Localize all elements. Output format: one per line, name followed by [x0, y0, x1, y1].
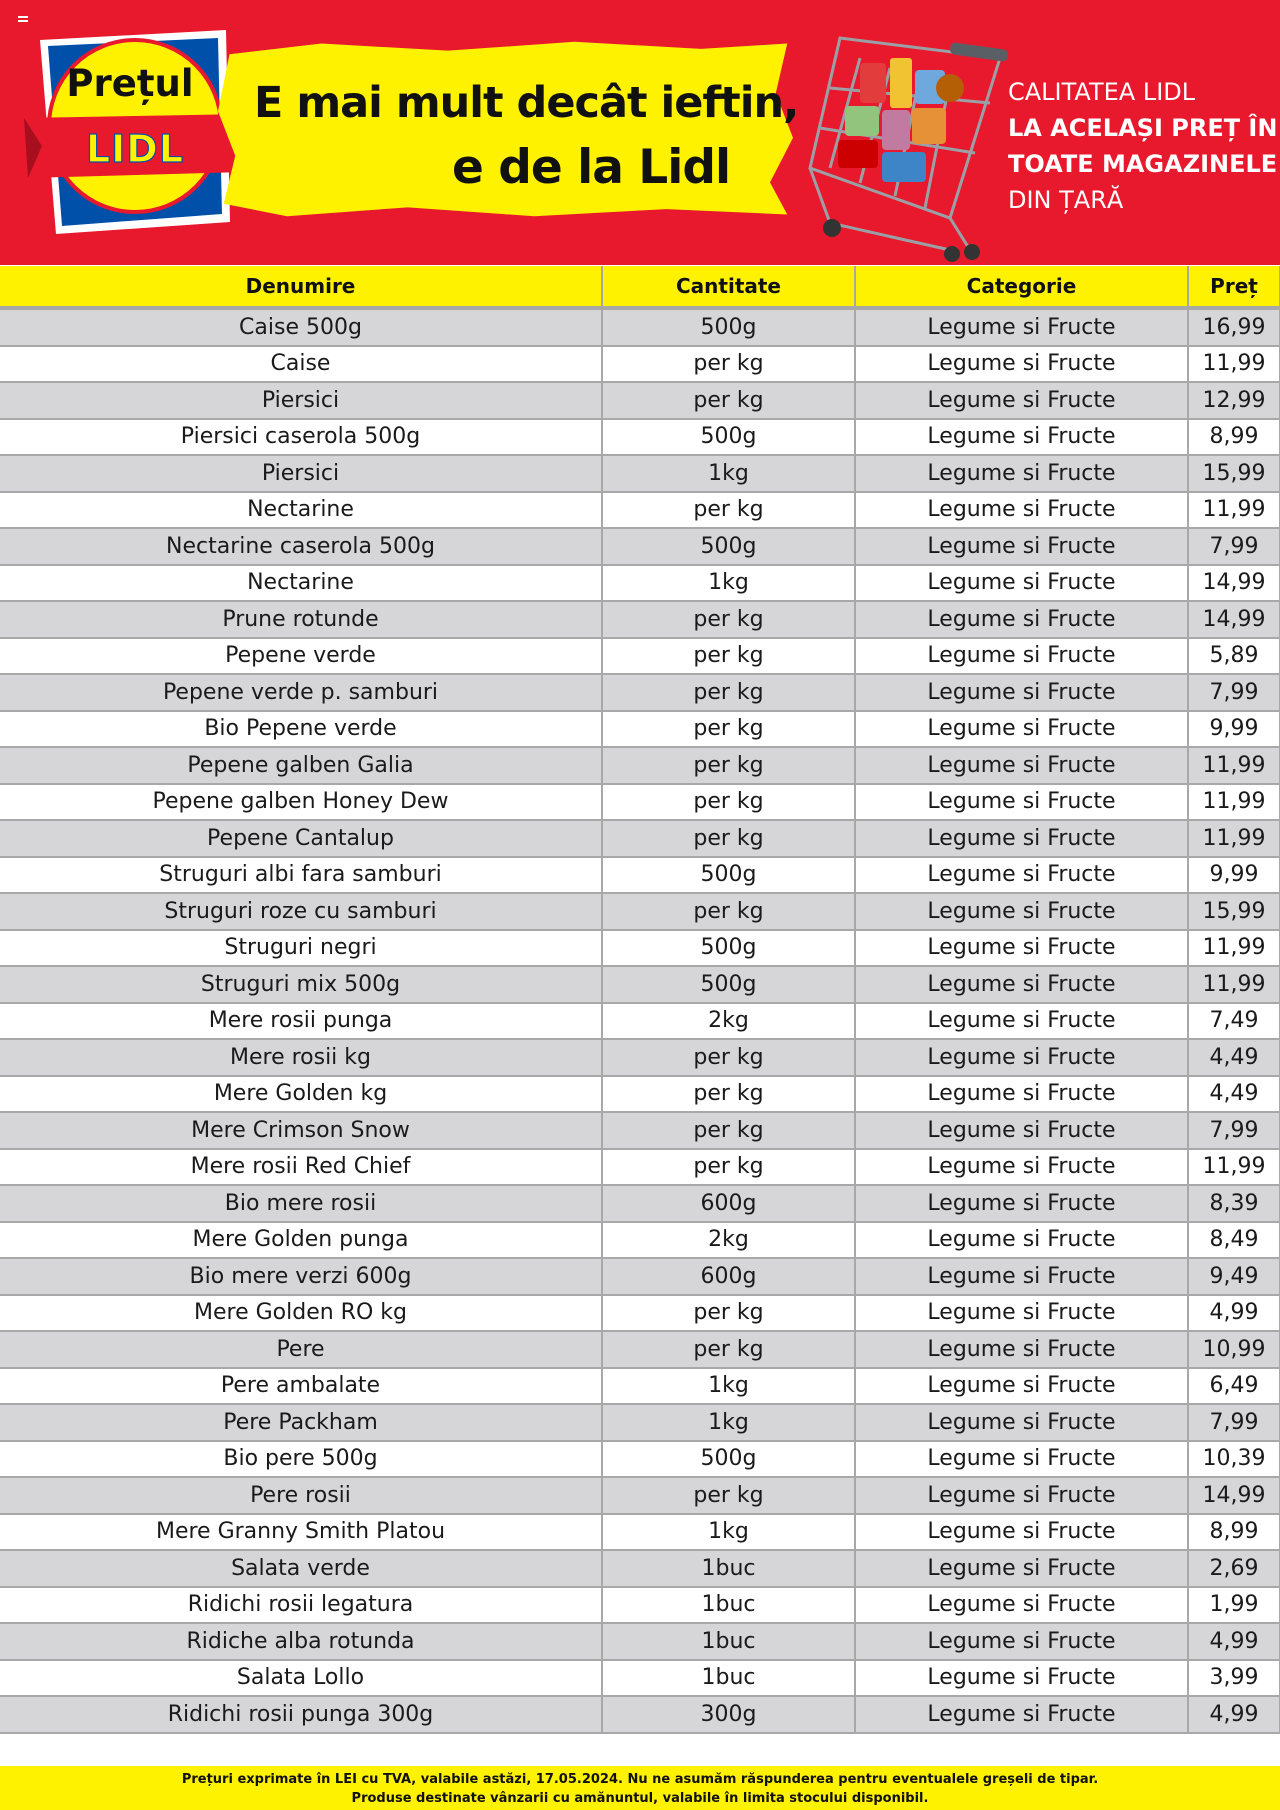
cell-pret: 5,89: [1188, 638, 1280, 675]
cell-cantitate: per kg: [602, 382, 855, 419]
cell-denumire: Pepene galben Galia: [0, 747, 602, 784]
table-body: [0, 308, 1280, 1733]
cell-categorie: Legume si Fructe: [855, 1477, 1188, 1514]
cell-denumire: Salata verde: [0, 1550, 602, 1587]
cell-cantitate: 1buc: [602, 1623, 855, 1660]
lidl-logo: [18, 22, 248, 242]
cell-categorie: Legume si Fructe: [855, 1258, 1188, 1295]
table-header-row: [0, 266, 1280, 308]
table-row: [0, 1331, 1280, 1368]
cell-pret: 4,99: [1188, 1696, 1280, 1733]
cell-denumire: Struguri albi fara samburi: [0, 857, 602, 894]
table-row: [0, 528, 1280, 565]
table-row: [0, 857, 1280, 894]
cell-cantitate: 2kg: [602, 1003, 855, 1040]
table-row: [0, 711, 1280, 748]
cell-categorie: Legume si Fructe: [855, 857, 1188, 894]
cell-pret: 11,99: [1188, 966, 1280, 1003]
cell-categorie: Legume si Fructe: [855, 492, 1188, 529]
cell-categorie: Legume si Fructe: [855, 1368, 1188, 1405]
cell-cantitate: per kg: [602, 711, 855, 748]
cell-denumire: Piersici: [0, 455, 602, 492]
cell-pret: 14,99: [1188, 601, 1280, 638]
cell-pret: 10,39: [1188, 1441, 1280, 1478]
shopping-cart-image: [800, 18, 1015, 263]
cell-categorie: Legume si Fructe: [855, 1185, 1188, 1222]
cell-denumire: Ridichi rosii punga 300g: [0, 1696, 602, 1733]
cell-pret: 14,99: [1188, 565, 1280, 602]
cell-cantitate: per kg: [602, 346, 855, 383]
table-row: [0, 1623, 1280, 1660]
cell-denumire: Prune rotunde: [0, 601, 602, 638]
cell-pret: 11,99: [1188, 820, 1280, 857]
header-denumire: Denumire: [0, 266, 602, 308]
cell-pret: 9,99: [1188, 711, 1280, 748]
cell-pret: 11,99: [1188, 492, 1280, 529]
cell-cantitate: per kg: [602, 492, 855, 529]
cell-cantitate: 500g: [602, 930, 855, 967]
cell-denumire: Caise 500g: [0, 308, 602, 346]
cell-denumire: Mere Golden punga: [0, 1222, 602, 1259]
cell-pret: 6,49: [1188, 1368, 1280, 1405]
cell-cantitate: 500g: [602, 528, 855, 565]
claim-line-2: LA ACELAȘI PREȚ ÎN: [1008, 114, 1278, 142]
table-row: [0, 966, 1280, 1003]
header-pret: Preț: [1188, 266, 1280, 308]
cell-pret: 15,99: [1188, 893, 1280, 930]
cell-pret: 9,49: [1188, 1258, 1280, 1295]
cell-cantitate: 500g: [602, 308, 855, 346]
cell-pret: 11,99: [1188, 346, 1280, 383]
cell-denumire: Pere Packham: [0, 1404, 602, 1441]
cell-categorie: Legume si Fructe: [855, 1404, 1188, 1441]
cell-denumire: Mere rosii punga: [0, 1003, 602, 1040]
cell-pret: 16,99: [1188, 308, 1280, 346]
header-cantitate: Cantitate: [602, 266, 855, 308]
cell-cantitate: per kg: [602, 1112, 855, 1149]
cell-pret: 11,99: [1188, 930, 1280, 967]
table-row: [0, 1149, 1280, 1186]
cell-denumire: Pere ambalate: [0, 1368, 602, 1405]
cell-cantitate: 1kg: [602, 565, 855, 602]
table-row: [0, 455, 1280, 492]
cell-pret: 3,99: [1188, 1660, 1280, 1697]
cell-denumire: Piersici caserola 500g: [0, 419, 602, 456]
cell-cantitate: per kg: [602, 784, 855, 821]
cell-categorie: Legume si Fructe: [855, 1112, 1188, 1149]
cell-categorie: Legume si Fructe: [855, 1295, 1188, 1332]
cell-cantitate: per kg: [602, 1295, 855, 1332]
table-row: [0, 1295, 1280, 1332]
cell-categorie: Legume si Fructe: [855, 674, 1188, 711]
table-row: [0, 893, 1280, 930]
cell-categorie: Legume si Fructe: [855, 1660, 1188, 1697]
cell-denumire: Nectarine: [0, 492, 602, 529]
cell-categorie: Legume si Fructe: [855, 1003, 1188, 1040]
claim-line-1: CALITATEA LIDL: [1008, 78, 1196, 106]
table-row: [0, 784, 1280, 821]
price-table: [0, 266, 1280, 1734]
cell-denumire: Struguri negri: [0, 930, 602, 967]
cell-cantitate: per kg: [602, 1076, 855, 1113]
cell-categorie: Legume si Fructe: [855, 747, 1188, 784]
cell-categorie: Legume si Fructe: [855, 528, 1188, 565]
cell-categorie: Legume si Fructe: [855, 1587, 1188, 1624]
cell-categorie: Legume si Fructe: [855, 930, 1188, 967]
cell-denumire: Pepene Cantalup: [0, 820, 602, 857]
cell-categorie: Legume si Fructe: [855, 893, 1188, 930]
cell-pret: 4,99: [1188, 1295, 1280, 1332]
cell-denumire: Nectarine caserola 500g: [0, 528, 602, 565]
cell-cantitate: 1kg: [602, 1404, 855, 1441]
cell-pret: 1,99: [1188, 1587, 1280, 1624]
cell-denumire: Pere: [0, 1331, 602, 1368]
cell-denumire: Mere rosii kg: [0, 1039, 602, 1076]
cell-cantitate: 500g: [602, 857, 855, 894]
cell-categorie: Legume si Fructe: [855, 455, 1188, 492]
cell-denumire: Mere rosii Red Chief: [0, 1149, 602, 1186]
table-row: [0, 382, 1280, 419]
table-row: [0, 1514, 1280, 1551]
cell-pret: 7,49: [1188, 1003, 1280, 1040]
cell-categorie: Legume si Fructe: [855, 565, 1188, 602]
cell-pret: 7,99: [1188, 1112, 1280, 1149]
cell-cantitate: 1buc: [602, 1660, 855, 1697]
cell-cantitate: per kg: [602, 638, 855, 675]
cell-pret: 8,99: [1188, 1514, 1280, 1551]
cell-categorie: Legume si Fructe: [855, 711, 1188, 748]
cell-pret: 7,99: [1188, 674, 1280, 711]
table-row: [0, 1660, 1280, 1697]
table-row: [0, 1185, 1280, 1222]
cell-cantitate: 300g: [602, 1696, 855, 1733]
cell-cantitate: 2kg: [602, 1222, 855, 1259]
cell-pret: 4,99: [1188, 1623, 1280, 1660]
cell-pret: 4,49: [1188, 1039, 1280, 1076]
cell-cantitate: 600g: [602, 1258, 855, 1295]
cell-denumire: Pepene galben Honey Dew: [0, 784, 602, 821]
cell-categorie: Legume si Fructe: [855, 1441, 1188, 1478]
table-row: [0, 1404, 1280, 1441]
cell-categorie: Legume si Fructe: [855, 1222, 1188, 1259]
table-row: [0, 1441, 1280, 1478]
table-row: [0, 674, 1280, 711]
cell-denumire: Mere Crimson Snow: [0, 1112, 602, 1149]
cell-denumire: Ridiche alba rotunda: [0, 1623, 602, 1660]
cell-cantitate: per kg: [602, 1039, 855, 1076]
table-row: [0, 1258, 1280, 1295]
cell-pret: 8,99: [1188, 419, 1280, 456]
cell-categorie: Legume si Fructe: [855, 1550, 1188, 1587]
cell-categorie: Legume si Fructe: [855, 820, 1188, 857]
cell-categorie: Legume si Fructe: [855, 1623, 1188, 1660]
price-claim: [1008, 74, 1278, 218]
cell-cantitate: 1kg: [602, 1514, 855, 1551]
claim-line-4: DIN ȚARĂ: [1008, 186, 1124, 214]
cell-denumire: Salata Lollo: [0, 1660, 602, 1697]
cell-cantitate: per kg: [602, 674, 855, 711]
cell-denumire: Bio mere rosii: [0, 1185, 602, 1222]
cell-pret: 4,49: [1188, 1076, 1280, 1113]
cell-categorie: Legume si Fructe: [855, 1331, 1188, 1368]
cell-pret: 11,99: [1188, 747, 1280, 784]
price-table-container: [0, 266, 1280, 1734]
cell-denumire: Pepene verde: [0, 638, 602, 675]
cell-denumire: Pere rosii: [0, 1477, 602, 1514]
table-row: [0, 638, 1280, 675]
cell-pret: 9,99: [1188, 857, 1280, 894]
cell-denumire: Bio Pepene verde: [0, 711, 602, 748]
table-row: [0, 346, 1280, 383]
footer-line-1: Prețuri exprimate în LEI cu TVA, valabile astăzi, 17.05.2024. Nu ne asumăm răspunderea pentru eventualele greșeli de tipar.: [181, 1772, 1099, 1787]
cell-cantitate: 500g: [602, 1441, 855, 1478]
cell-cantitate: per kg: [602, 893, 855, 930]
cell-cantitate: per kg: [602, 1477, 855, 1514]
cell-denumire: Bio pere 500g: [0, 1441, 602, 1478]
table-row: [0, 1003, 1280, 1040]
cell-pret: 10,99: [1188, 1331, 1280, 1368]
table-row: [0, 1368, 1280, 1405]
logo-brand-text: LIDL: [85, 127, 185, 171]
cell-cantitate: per kg: [602, 601, 855, 638]
cell-pret: 11,99: [1188, 1149, 1280, 1186]
cell-pret: 8,39: [1188, 1185, 1280, 1222]
cell-cantitate: 500g: [602, 419, 855, 456]
cell-pret: 2,69: [1188, 1550, 1280, 1587]
cell-pret: 8,49: [1188, 1222, 1280, 1259]
table-row: [0, 820, 1280, 857]
cell-denumire: Pepene verde p. samburi: [0, 674, 602, 711]
slogan-line-2: e de la Lidl: [452, 140, 731, 195]
table-row: [0, 308, 1280, 346]
cell-denumire: Mere Golden RO kg: [0, 1295, 602, 1332]
cell-pret: 7,99: [1188, 528, 1280, 565]
cell-pret: 7,99: [1188, 1404, 1280, 1441]
table-row: [0, 492, 1280, 529]
table-row: [0, 1587, 1280, 1624]
cell-categorie: Legume si Fructe: [855, 1039, 1188, 1076]
table-row: [0, 601, 1280, 638]
cell-cantitate: 1buc: [602, 1587, 855, 1624]
cell-denumire: Caise: [0, 346, 602, 383]
table-row: [0, 1076, 1280, 1113]
claim-line-3: TOATE MAGAZINELE: [1008, 150, 1278, 178]
cell-categorie: Legume si Fructe: [855, 419, 1188, 456]
cell-pret: 12,99: [1188, 382, 1280, 419]
cell-denumire: Struguri mix 500g: [0, 966, 602, 1003]
table-row: [0, 930, 1280, 967]
cell-categorie: Legume si Fructe: [855, 601, 1188, 638]
table-row: [0, 419, 1280, 456]
cell-denumire: Nectarine: [0, 565, 602, 602]
cell-cantitate: per kg: [602, 1149, 855, 1186]
cell-cantitate: 1kg: [602, 455, 855, 492]
table-row: [0, 747, 1280, 784]
cell-categorie: Legume si Fructe: [855, 1514, 1188, 1551]
cell-cantitate: per kg: [602, 747, 855, 784]
cell-pret: 14,99: [1188, 1477, 1280, 1514]
table-row: [0, 565, 1280, 602]
footer-line-2: Produse destinate vânzarii cu amănuntul, valabile în limita stocului disponibil.: [351, 1791, 929, 1806]
cell-denumire: Ridichi rosii legatura: [0, 1587, 602, 1624]
table-row: [0, 1039, 1280, 1076]
cell-denumire: Piersici: [0, 382, 602, 419]
slogan-line-1: E mai mult decât ieftin,: [254, 78, 799, 128]
cell-categorie: Legume si Fructe: [855, 1149, 1188, 1186]
cell-pret: 11,99: [1188, 784, 1280, 821]
cell-categorie: Legume si Fructe: [855, 308, 1188, 346]
cell-categorie: Legume si Fructe: [855, 382, 1188, 419]
table-row: [0, 1696, 1280, 1733]
header-categorie: Categorie: [855, 266, 1188, 308]
cell-cantitate: per kg: [602, 1331, 855, 1368]
cell-categorie: Legume si Fructe: [855, 346, 1188, 383]
table-row: [0, 1550, 1280, 1587]
cell-denumire: Mere Golden kg: [0, 1076, 602, 1113]
cell-categorie: Legume si Fructe: [855, 1076, 1188, 1113]
table-row: [0, 1222, 1280, 1259]
footer-disclaimer: [0, 1766, 1280, 1810]
cell-categorie: Legume si Fructe: [855, 966, 1188, 1003]
header-banner: [0, 0, 1280, 265]
cell-categorie: Legume si Fructe: [855, 784, 1188, 821]
table-row: [0, 1477, 1280, 1514]
cell-denumire: Bio mere verzi 600g: [0, 1258, 602, 1295]
cell-categorie: Legume si Fructe: [855, 638, 1188, 675]
cell-cantitate: 600g: [602, 1185, 855, 1222]
cell-cantitate: 500g: [602, 966, 855, 1003]
cell-denumire: Mere Granny Smith Platou: [0, 1514, 602, 1551]
cell-cantitate: 1buc: [602, 1550, 855, 1587]
cell-denumire: Struguri roze cu samburi: [0, 893, 602, 930]
cell-pret: 15,99: [1188, 455, 1280, 492]
table-row: [0, 1112, 1280, 1149]
cell-cantitate: 1kg: [602, 1368, 855, 1405]
logo-top-text: Prețul: [66, 62, 194, 105]
cell-cantitate: per kg: [602, 820, 855, 857]
cell-categorie: Legume si Fructe: [855, 1696, 1188, 1733]
